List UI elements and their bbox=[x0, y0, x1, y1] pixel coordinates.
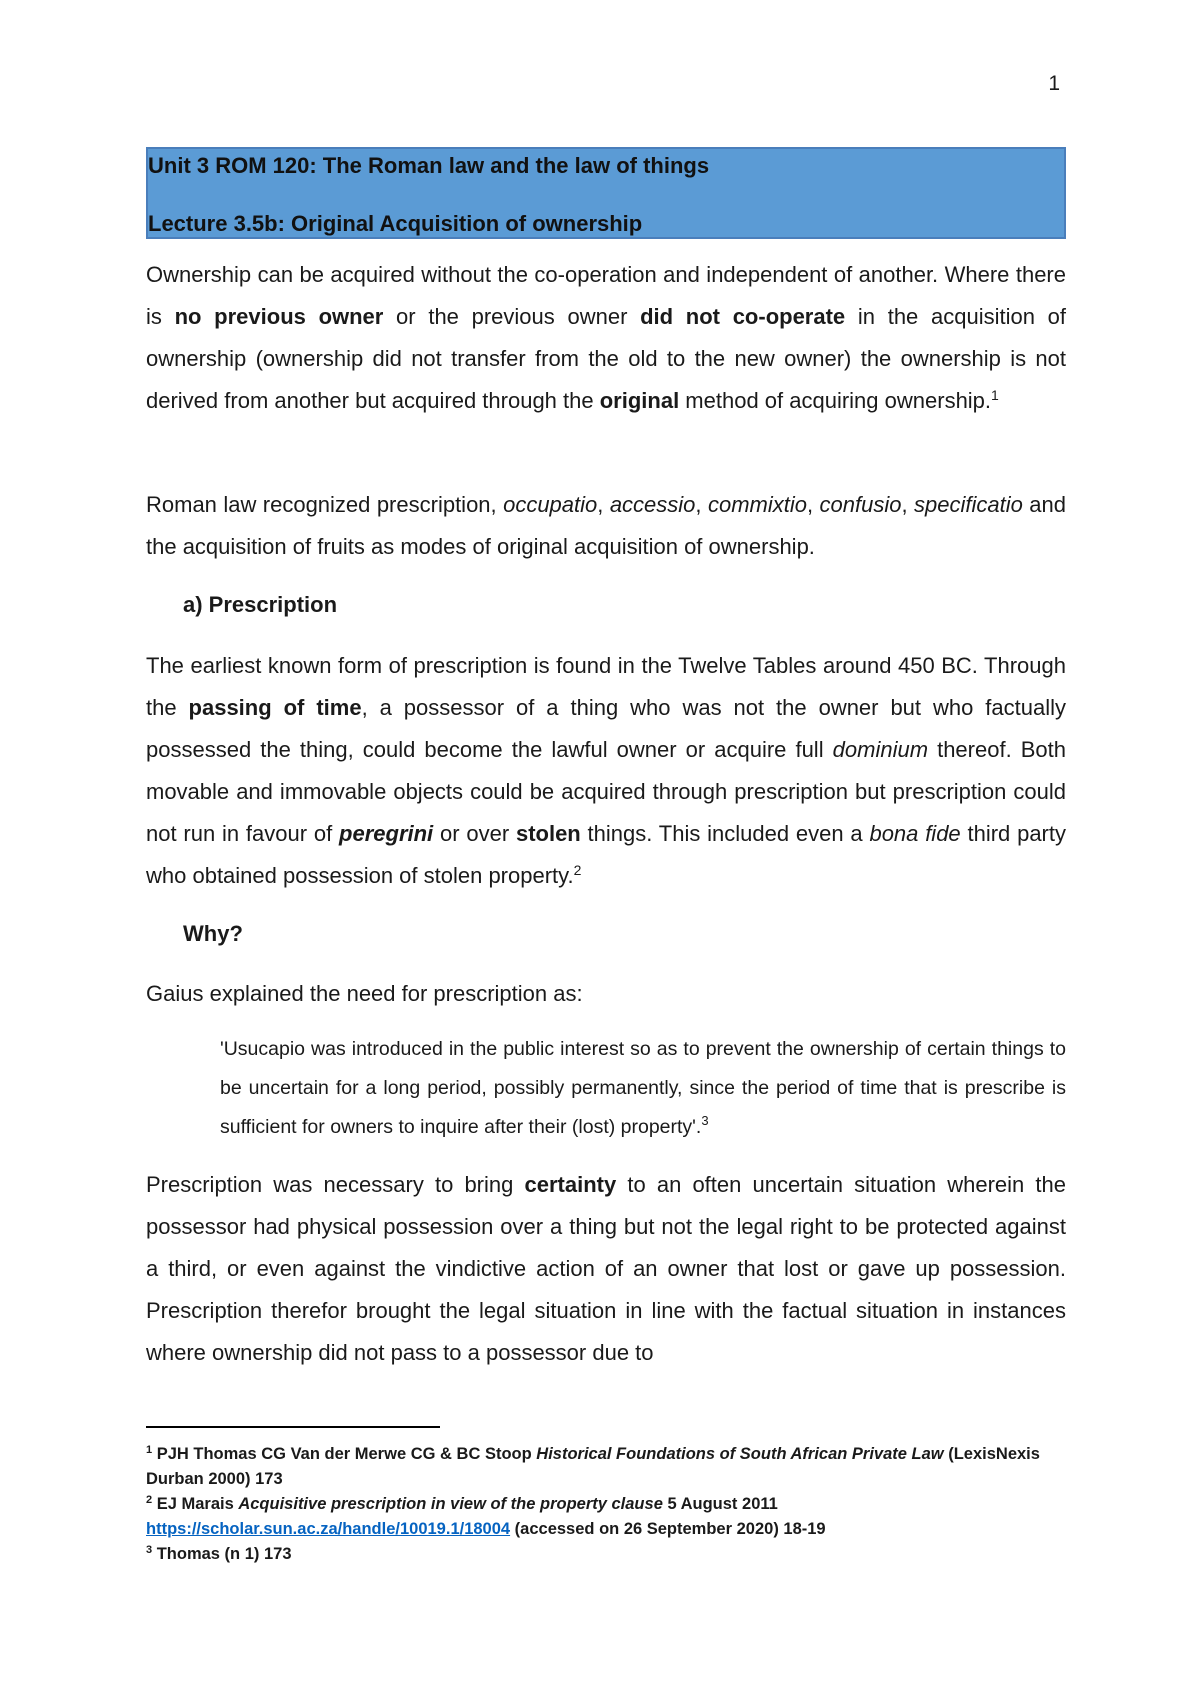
italic-term: dominium bbox=[832, 737, 929, 762]
italic-term: occupatio bbox=[503, 492, 598, 517]
footnote-separator bbox=[146, 1426, 440, 1428]
paragraph-modes: Roman law recognized prescription, occupatio, accessio, commixtio, confusio, specificatio and the acquisition of fruits as modes of original acquisition of ownership. bbox=[146, 492, 1066, 559]
footnote-2: $^2$ EJ Marais Acquisitive prescription in view of the property clause 5 August 2011 https://scholar.sun.ac.za/handle/10019.1/18004 (accessed on 26 September 2020) 18-19 bbox=[146, 1494, 826, 1538]
bold-term: original bbox=[599, 388, 680, 413]
paragraph-ownership: Ownership can be acquired without the co-operation and independent of another. Where there is no previous owner or the previous owner did not co-operate in the acquisition of ownership (ownership did not transfer from the old to the new owner) the ownership is not derived from another but acquired through the original method of acquiring ownership.$^1$ bbox=[146, 262, 1066, 413]
page-number: 1 bbox=[1048, 72, 1060, 95]
bold-italic-term: peregrini bbox=[339, 821, 434, 846]
footnote-ref: 1 bbox=[991, 387, 999, 403]
bold-term: certainty bbox=[524, 1172, 617, 1197]
footnote-3: $^3$ Thomas (n 1) 173 bbox=[146, 1544, 292, 1563]
footnote-link[interactable]: https://scholar.sun.ac.za/handle/10019.1/18004 bbox=[146, 1520, 511, 1538]
footnote-1: $^1$ PJH Thomas CG Van der Merwe CG & BC Stoop Historical Foundations of South African Private Law (LexisNexis Durban 2000) 173 bbox=[146, 1444, 1040, 1488]
paragraph-gaius: Gaius explained the need for prescription as: bbox=[146, 981, 583, 1006]
italic-term: accessio bbox=[609, 492, 696, 517]
unit-title: Unit 3 ROM 120: The Roman law and the law of things bbox=[148, 153, 710, 178]
italic-term: specificatio bbox=[914, 492, 1023, 517]
heading-why: Why? bbox=[183, 921, 243, 946]
bold-term: no previous owner bbox=[174, 304, 384, 329]
italic-term: bona fide bbox=[869, 821, 961, 846]
bold-term: did not co-operate bbox=[640, 304, 846, 329]
paragraph-prescription: The earliest known form of prescription is found in the Twelve Tables around 450 BC. Through the passing of time, a possessor of a thing who was not the owner but who factually possessed the thing, could become the lawful owner or acquire full dominium thereof. Both movable and immovable objects could be acquired through prescription but prescription could not run in favour of peregrini or over stolen things. This included even a bona fide third party who obtained possession of stolen property.$^2$ bbox=[146, 653, 1067, 888]
title-box bbox=[146, 147, 1066, 239]
gaius-quote: 'Usucapio was introduced in the public interest so as to prevent the ownership of certain things to be uncertain for a long period, possibly permanently, since the period of time that is prescribe is sufficient for owners to inquire after their (lost) property'.$^3$ bbox=[220, 1038, 1066, 1138]
italic-term: commixtio bbox=[707, 492, 807, 517]
bold-term: stolen bbox=[515, 821, 581, 846]
italic-term: confusio bbox=[819, 492, 902, 517]
footnote-ref: 2 bbox=[573, 862, 582, 878]
heading-prescription: a) Prescription bbox=[183, 592, 338, 617]
lecture-title: Lecture 3.5b: Original Acquisition of ownership bbox=[148, 211, 643, 236]
bold-term: passing of time bbox=[188, 695, 362, 720]
footnote-ref: 3 bbox=[701, 1113, 709, 1128]
paragraph-certainty: Prescription was necessary to bring certainty to an often uncertain situation wherein the possessor had physical possession over a thing but not the legal right to be protected against a third, or even against the vindictive action of an owner that lost or gave up possession. Prescription therefor brought the legal situation in line with the factual situation in instances where ownership did not pass to a possessor due to bbox=[146, 1172, 1066, 1365]
footnotes bbox=[146, 1442, 1076, 1567]
